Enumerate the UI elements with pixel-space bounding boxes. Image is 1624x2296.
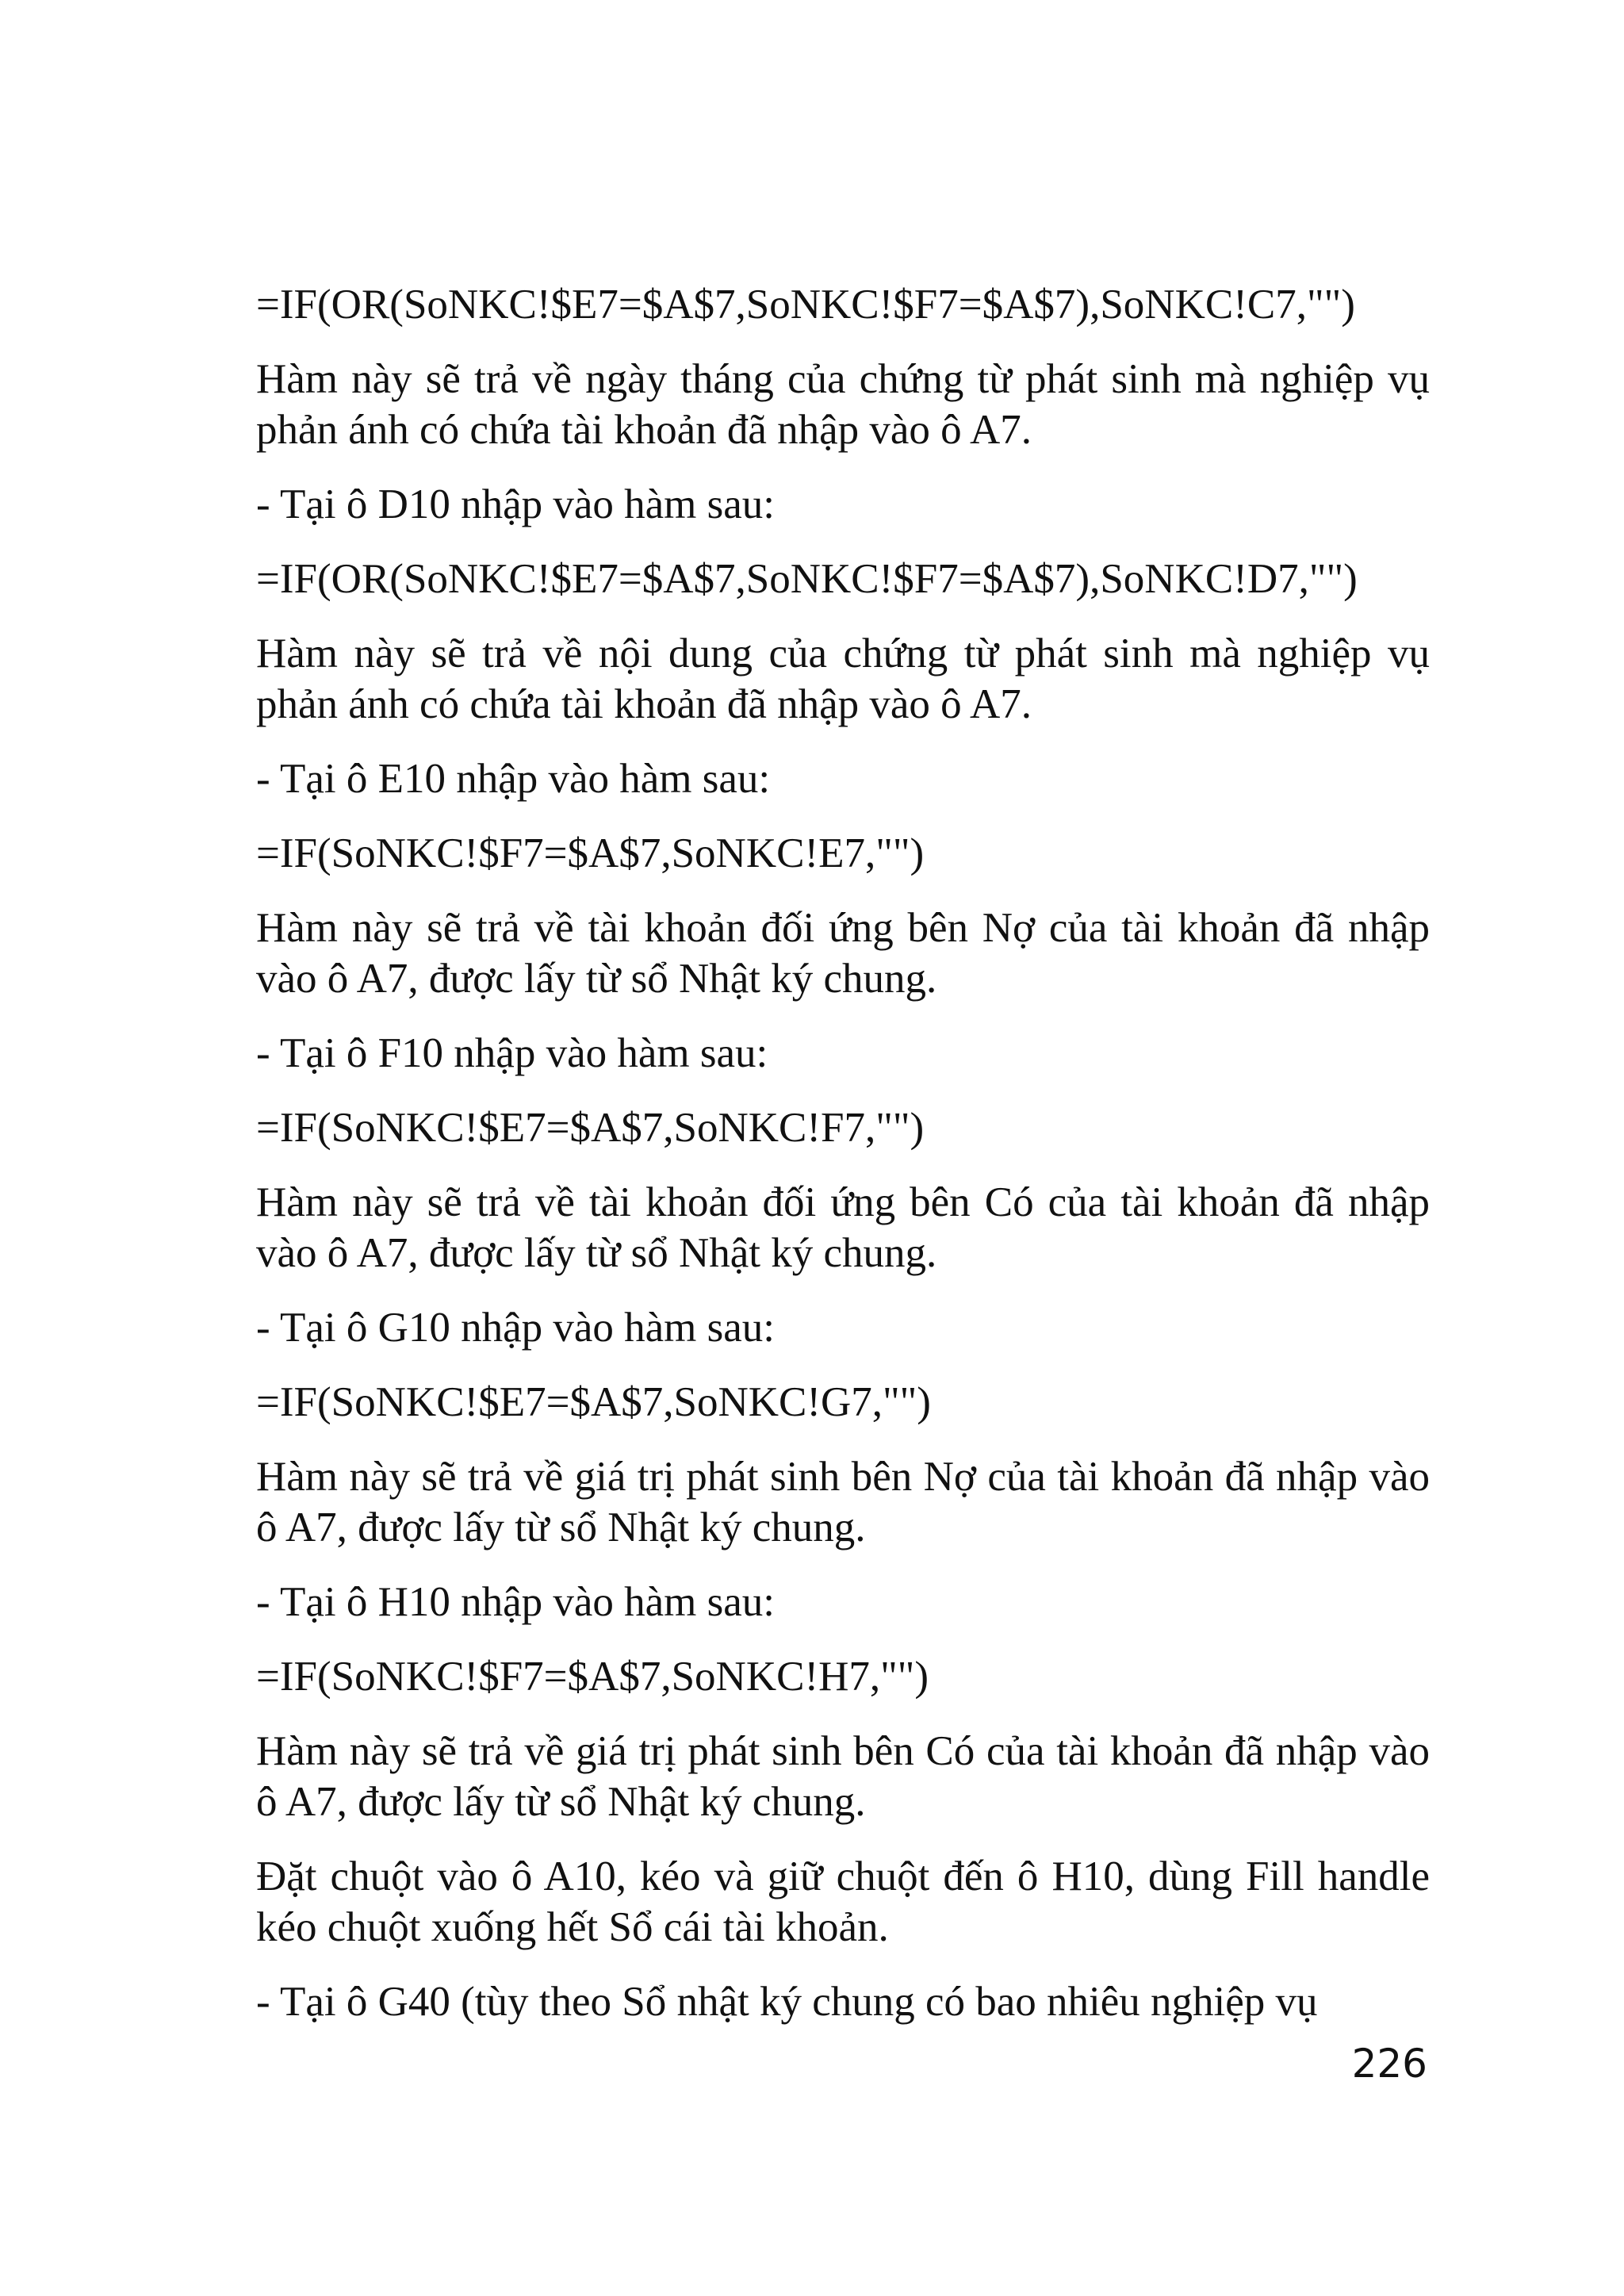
page-number: 226: [1351, 2041, 1427, 2087]
formula-f10: =IF(SoNKC!$E7=$A$7,SoNKC!F7,""): [256, 1105, 925, 1151]
step-g10: - Tại ô G10 nhập vào hàm sau:: [256, 1305, 776, 1351]
formula-c10: =IF(OR(SoNKC!$E7=$A$7,SoNKC!$F7=$A$7),SoNKC!C7,""): [256, 282, 1355, 328]
paragraph-f10-explanation: Hàm này sẽ trả về tài khoản đối ứng bên Có của tài khoản đã nhập vào ô A7, được lấy từ sổ Nhật ký chung.: [256, 1179, 1430, 1276]
paragraph-c10-explanation: Hàm này sẽ trả về ngày tháng của chứng từ phát sinh mà nghiệp vụ phản ánh có chứa tài khoản đã nhập vào ô A7.: [256, 356, 1430, 453]
paragraph-h10-explanation: Hàm này sẽ trả về giá trị phát sinh bên Có của tài khoản đã nhập vào ô A7, được lấy từ sổ Nhật ký chung.: [256, 1728, 1430, 1825]
step-e10: - Tại ô E10 nhập vào hàm sau:: [256, 756, 771, 802]
paragraph-d10-explanation: Hàm này sẽ trả về nội dung của chứng từ phát sinh mà nghiệp vụ phản ánh có chứa tài khoản đã nhập vào ô A7.: [256, 631, 1430, 727]
paragraph-g10-explanation: Hàm này sẽ trả về giá trị phát sinh bên Nợ của tài khoản đã nhập vào ô A7, được lấy từ sổ Nhật ký chung.: [256, 1454, 1430, 1550]
paragraph-fill-handle: Đặt chuột vào ô A10, kéo và giữ chuột đến ô H10, dùng Fill handle kéo chuột xuống hết Sổ cái tài khoản.: [256, 1853, 1430, 1950]
formula-e10: =IF(SoNKC!$F7=$A$7,SoNKC!E7,""): [256, 830, 925, 876]
step-h10: - Tại ô H10 nhập vào hàm sau:: [256, 1579, 776, 1625]
paragraph-e10-explanation: Hàm này sẽ trả về tài khoản đối ứng bên Nợ của tài khoản đã nhập vào ô A7, được lấy từ sổ Nhật ký chung.: [256, 905, 1430, 1002]
step-g40: - Tại ô G40 (tùy theo Sổ nhật ký chung có bao nhiêu nghiệp vụ: [256, 1979, 1318, 2025]
page-body: [256, 279, 1430, 2027]
formula-d10: =IF(OR(SoNKC!$E7=$A$7,SoNKC!$F7=$A$7),SoNKC!D7,""): [256, 556, 1358, 602]
formula-h10: =IF(SoNKC!$F7=$A$7,SoNKC!H7,""): [256, 1654, 929, 1700]
step-d10: - Tại ô D10 nhập vào hàm sau:: [256, 481, 776, 527]
formula-g10: =IF(SoNKC!$E7=$A$7,SoNKC!G7,""): [256, 1379, 931, 1425]
step-f10: - Tại ô F10 nhập vào hàm sau:: [256, 1030, 768, 1076]
